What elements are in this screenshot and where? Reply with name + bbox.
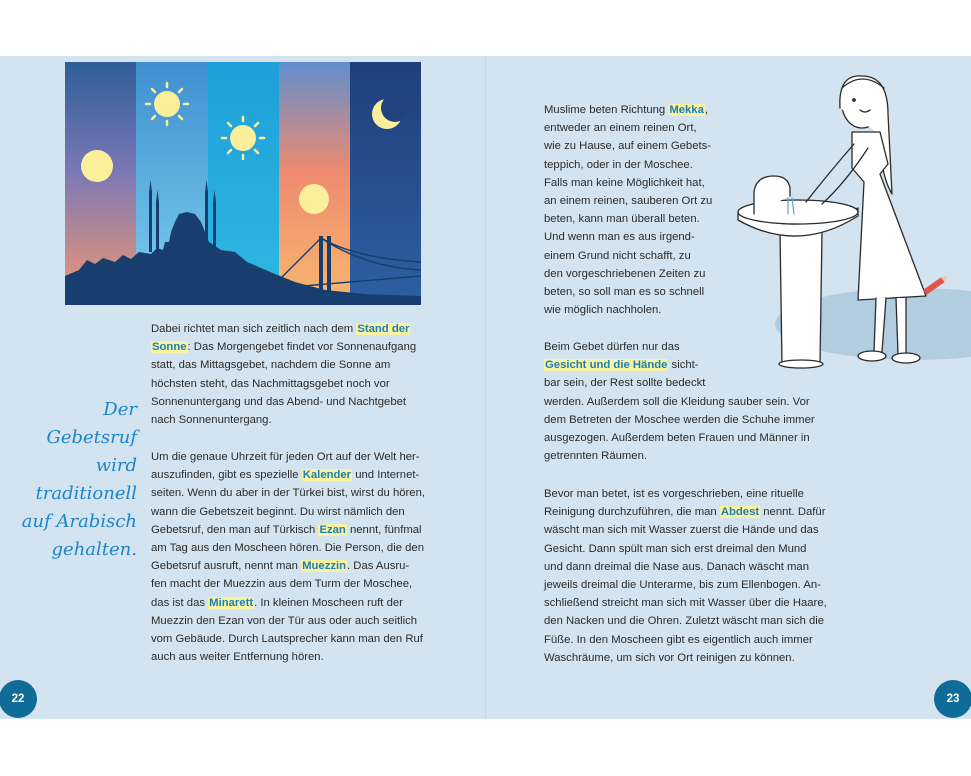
right-paragraph-1: [544, 101, 744, 319]
text-run: ,: [704, 104, 709, 116]
text-run: . In kleinen Moscheen ruft der: [254, 596, 403, 609]
quote-line: gehalten.: [51, 539, 137, 560]
text-run: wäscht man sich mit Wasser zuerst die Hände und das: [544, 524, 819, 537]
text-run: seiten. Wenn du aber in der Türkei bist, wirst du hören,: [151, 487, 425, 500]
text-run: Muslime beten Richtung: [544, 104, 669, 116]
text-run: bar sein, der Rest sollte bedeckt: [544, 377, 706, 390]
text-run: Muezzin den Ezan von der Tür aus oder auch seitlich: [151, 614, 418, 627]
keyword-highlight: Kalender: [302, 469, 352, 482]
sun-icon: [299, 184, 329, 214]
keyword-highlight: Muezzin: [302, 560, 347, 573]
text-run: beten, kann man überall beten.: [544, 213, 700, 226]
text-run: Sonnenuntergang und das Abend- und Nachtgebet: [151, 395, 407, 408]
text-run: fen macht der Muezzin aus dem Turm der Moschee,: [151, 578, 413, 591]
text-run: Bevor man betet, ist es vorgeschrieben, eine rituelle: [544, 488, 804, 500]
quote-line: wird traditionell: [35, 455, 137, 504]
right-paragraph-2: [544, 338, 844, 465]
text-run: an einem reinen, sauberen Ort zu: [544, 195, 713, 208]
book-spread: [0, 56, 971, 719]
keyword-highlight: Gesicht und die Hände: [545, 359, 668, 372]
page-gutter: [485, 56, 486, 719]
text-run: Dabei richtet man sich zeitlich nach dem: [151, 323, 357, 335]
left-paragraph-1: [151, 320, 436, 429]
keyword-highlight: Abdest: [720, 506, 760, 519]
keyword-highlight: Ezan: [319, 523, 346, 536]
text-run: . Das Ausru-: [347, 560, 410, 573]
text-run: Waschräume, um sich vor Ort reinigen zu können.: [544, 651, 795, 664]
text-run: Reinigung durchzuführen, die man: [544, 506, 720, 519]
girl-washing-illustration: [730, 64, 971, 384]
text-run: höchsten steht, das Nachmittagsgebet noch vor: [151, 377, 390, 390]
text-run: auszufinden, gibt es spezielle: [151, 469, 302, 482]
text-run: beten, so soll man es so schnell: [544, 286, 705, 299]
text-run: wie möglich nachholen.: [544, 304, 662, 317]
text-run: nennt. Dafür: [760, 506, 826, 519]
keyword-highlight: Minarett: [209, 596, 254, 609]
sun-icon: [81, 150, 113, 182]
text-run: und Internet-: [352, 469, 420, 482]
text-run: ausgezogen. Außerdem beten Frauen und Männer in: [544, 432, 810, 445]
left-paragraph-2: [151, 448, 441, 666]
keyword-highlight: Stand der: [357, 323, 410, 335]
text-run: Um die genaue Uhrzeit für jeden Ort auf der Welt her-: [151, 451, 420, 463]
page-number-left: 22: [0, 680, 37, 718]
text-run: Gebetsruf, den man auf Türkisch: [151, 523, 319, 536]
text-run: teppich, oder in der Moschee.: [544, 158, 693, 171]
text-run: Gesicht. Dann spült man sich erst dreimal den Mund: [544, 542, 807, 555]
text-run: den Nacken und die Ohren. Zuletzt wäscht man sich die: [544, 615, 825, 628]
keyword-highlight: Mekka: [669, 104, 704, 116]
quote-line: auf Arabisch: [21, 511, 137, 532]
text-run: vom Gebäude. Durch Lautsprecher kann man den Ruf: [151, 633, 423, 646]
text-run: auch aus weiter Entfernung hören.: [151, 651, 324, 664]
text-run: Beim Gebet dürfen nur das: [544, 341, 680, 353]
quote-line: Der Gebetsruf: [46, 399, 137, 448]
text-run: nach Sonnenuntergang.: [151, 414, 272, 427]
text-run: Gebetsruf ausruft, nennt man: [151, 560, 302, 573]
text-run: wann die Gebetszeit beginnt. Du wirst nämlich den: [151, 505, 405, 518]
pull-quote: [20, 396, 137, 564]
keyword-highlight: Sonne: [152, 341, 187, 354]
text-run: am Tag aus den Moscheen hören. Die Person, die den: [151, 542, 424, 555]
text-run: : Das Morgengebet findet vor Sonnenaufgang: [187, 341, 417, 354]
text-run: und dann dreimal die Nase aus. Danach wäscht man: [544, 560, 810, 573]
page-number-right: 23: [934, 680, 971, 718]
text-run: Falls man keine Möglichkeit hat,: [544, 176, 705, 189]
text-run: das ist das: [151, 596, 209, 609]
text-run: dem Betreten der Moschee werden die Schuhe immer: [544, 413, 815, 426]
text-run: statt, das Mittagsgebet, nachdem die Sonne am: [151, 359, 391, 372]
text-run: jeweils dreimal die Unterarme, bis zum Ellenbogen. An-: [544, 579, 821, 592]
text-run: den vorgeschriebenen Zeiten zu: [544, 267, 706, 280]
text-run: Füße. In den Moscheen gibt es eigentlich auch immer: [544, 633, 813, 646]
text-run: einem Grund nicht schafft, zu: [544, 249, 691, 262]
right-paragraph-3: [544, 485, 844, 667]
text-run: Und wenn man es aus irgend-: [544, 231, 695, 244]
text-run: wie zu Hause, auf einem Gebets-: [544, 140, 712, 153]
text-run: sicht-: [668, 359, 699, 372]
text-run: nennt, fünfmal: [346, 523, 422, 536]
text-run: werden. Außerdem soll die Kleidung sauber sein. Vor: [544, 395, 810, 408]
text-run: entweder an einem reinen Ort,: [544, 122, 697, 135]
text-run: schließend streicht man sich mit Wasser über die Haare,: [544, 597, 827, 610]
prayer-times-illustration: [65, 62, 421, 305]
text-run: getrennten Räumen.: [544, 450, 647, 463]
